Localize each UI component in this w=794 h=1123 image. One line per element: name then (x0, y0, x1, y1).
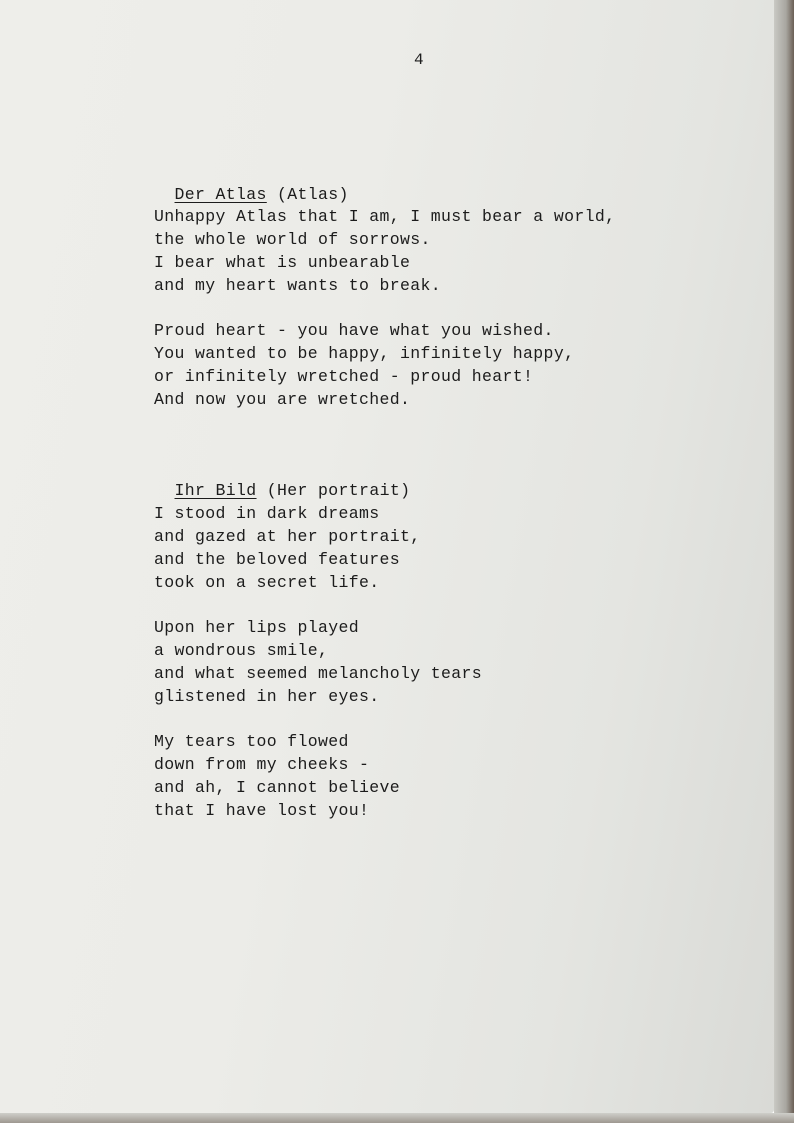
poem-line: and my heart wants to break. (154, 276, 442, 295)
poem-line: And now you are wretched. (154, 390, 411, 409)
poem-1-subtitle: (Atlas) (277, 185, 349, 204)
poem-2-stanza-3 (154, 730, 400, 822)
poem-line: took on a secret life. (154, 573, 380, 592)
poem-line: My tears too flowed (154, 732, 349, 751)
poem-1-title: Der Atlas (174, 185, 267, 204)
poem-line: a wondrous smile, (154, 641, 329, 660)
poem-line: and ah, I cannot believe (154, 778, 401, 797)
poem-1-heading (154, 160, 349, 206)
page-bottom-edge (0, 1113, 794, 1123)
poem-line: Unhappy Atlas that I am, I must bear a world, (154, 207, 616, 226)
poem-line: the whole world of sorrows. (154, 230, 431, 249)
poem-line: Proud heart - you have what you wished. (154, 321, 554, 340)
poem-line: and the beloved features (154, 550, 401, 569)
poem-line: and what seemed melancholy tears (154, 664, 483, 683)
poem-1-stanza-1 (154, 205, 615, 297)
poem-2-title: Ihr Bild (174, 481, 257, 500)
page-number: 4 (414, 51, 424, 69)
poem-line: You wanted to be happy, infinitely happy, (154, 344, 575, 363)
poem-line: down from my cheeks - (154, 755, 370, 774)
poem-line: and gazed at her portrait, (154, 527, 421, 546)
poem-line: glistened in her eyes. (154, 687, 380, 706)
page-edge (774, 0, 794, 1123)
poem-line: or infinitely wretched - proud heart! (154, 367, 534, 386)
poem-2-heading (154, 456, 410, 502)
poem-2-subtitle: (Her portrait) (266, 481, 411, 500)
poem-2-stanza-1 (154, 502, 421, 594)
poem-line: I bear what is unbearable (154, 253, 411, 272)
poem-1-stanza-2 (154, 319, 574, 411)
poem-2-stanza-2 (154, 616, 482, 708)
poem-line: Upon her lips played (154, 618, 360, 637)
poem-line: I stood in dark dreams (154, 504, 380, 523)
poem-line: that I have lost you! (154, 801, 370, 820)
